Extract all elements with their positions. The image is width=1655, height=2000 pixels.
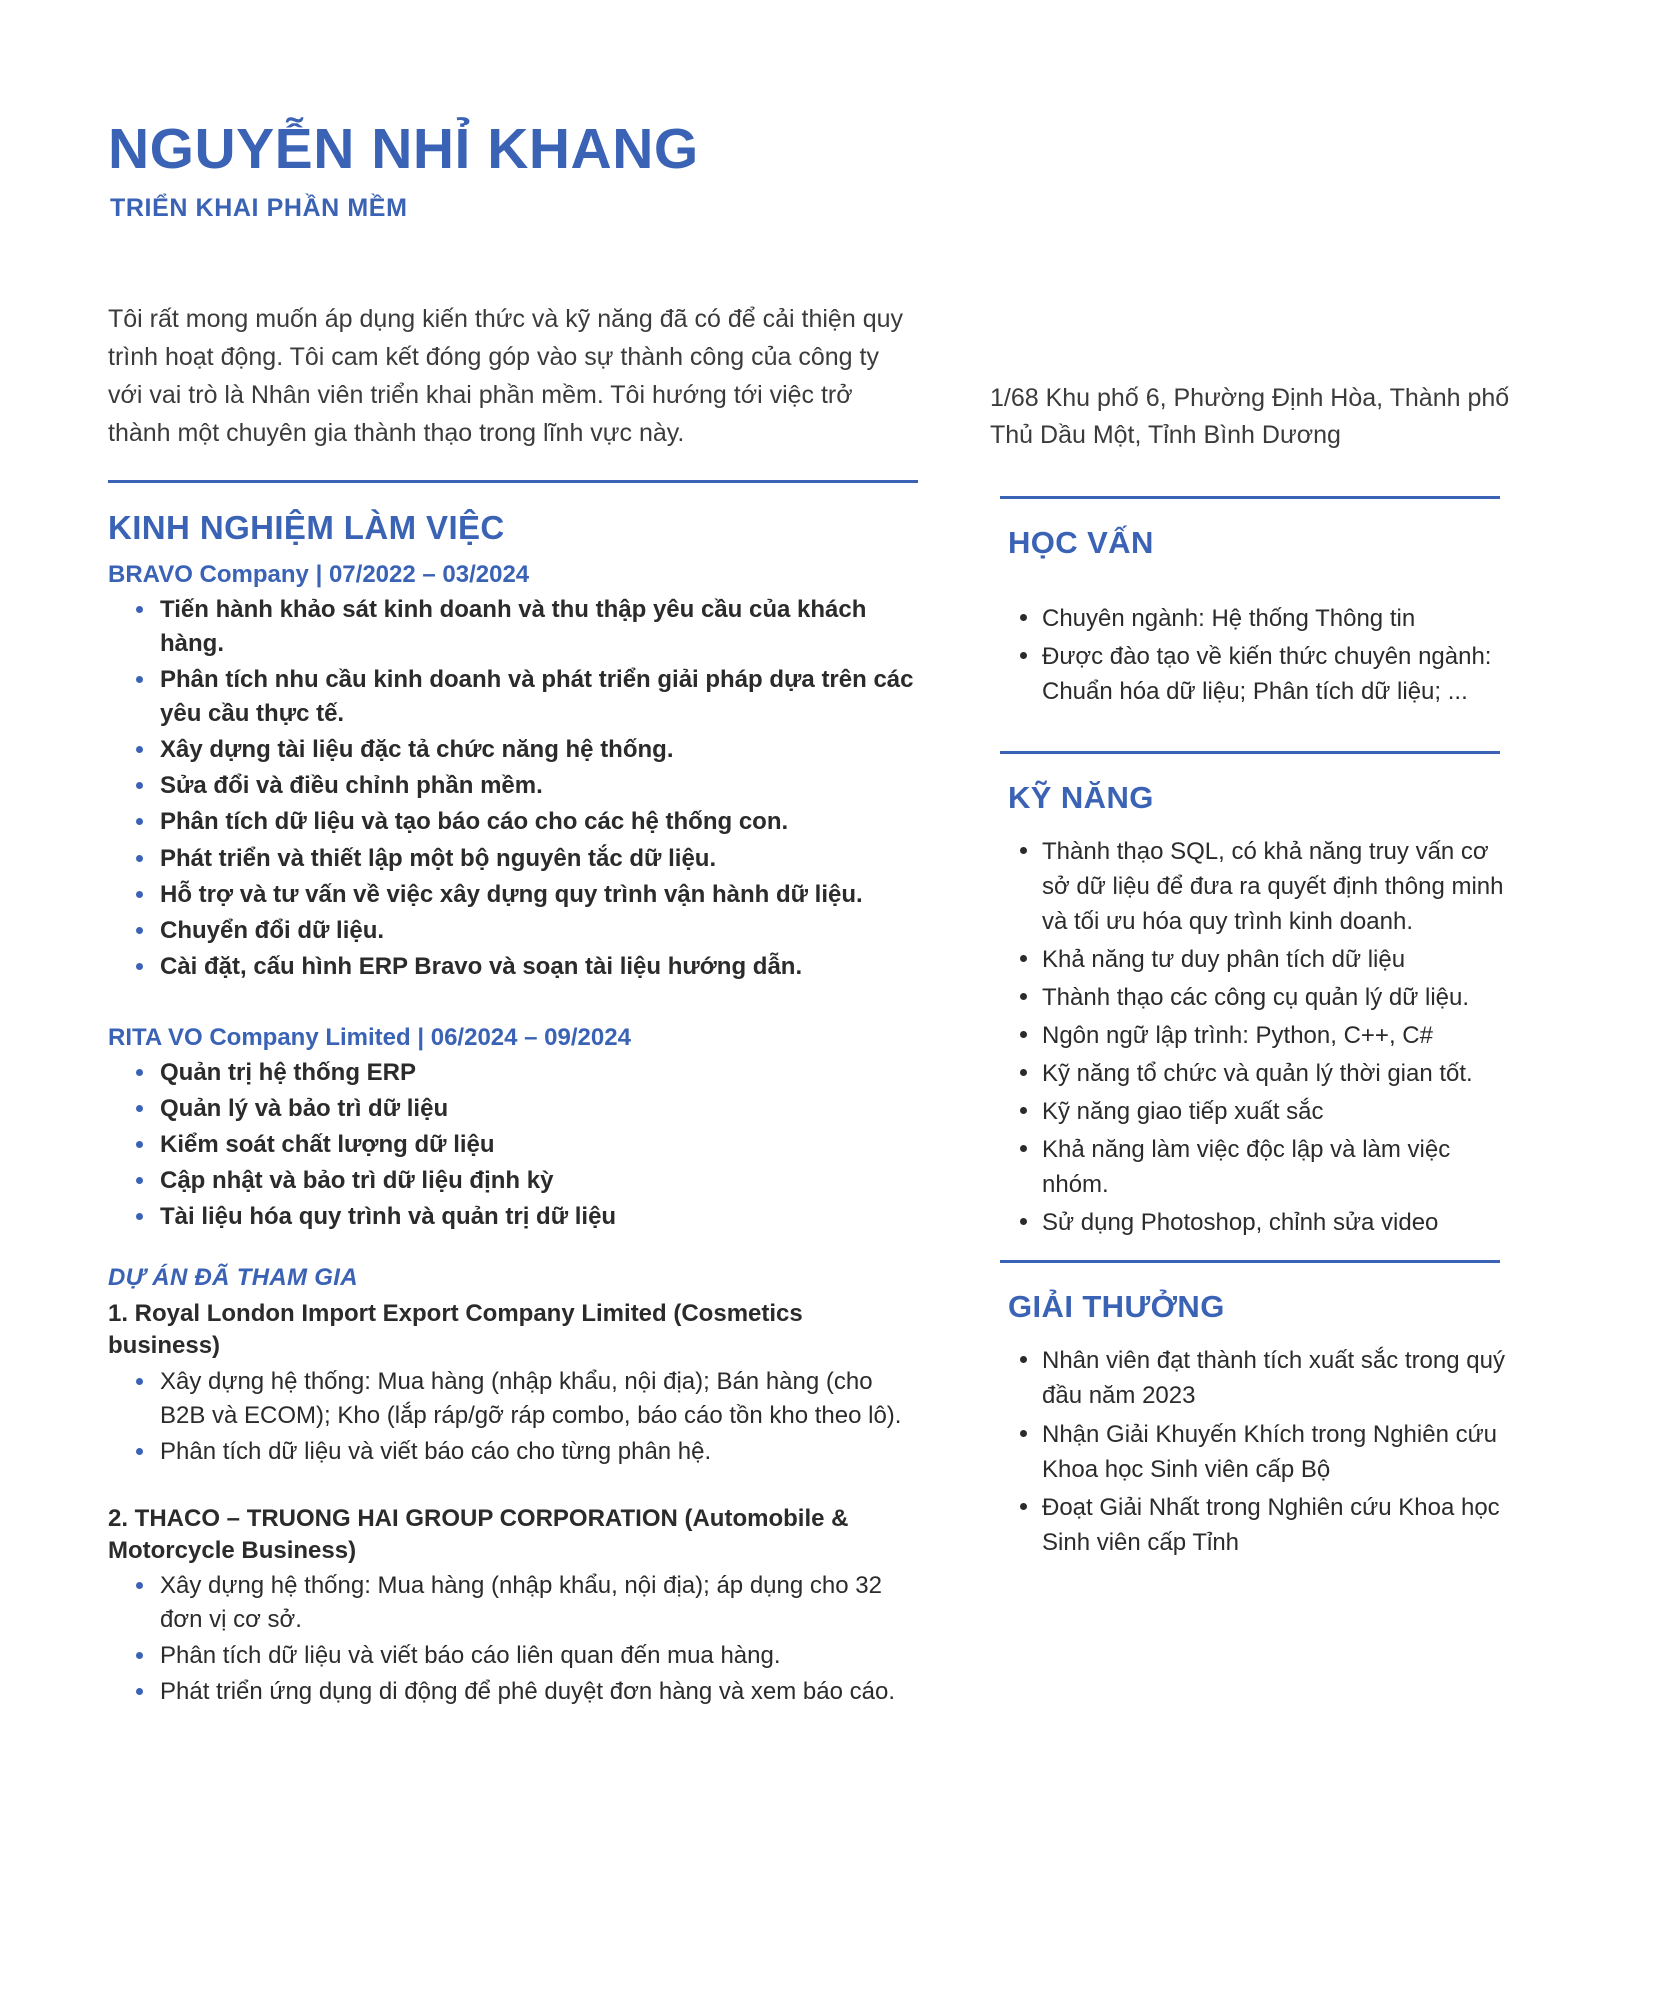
list-item: Phân tích nhu cầu kinh doanh và phát triển giải pháp dựa trên các yêu cầu thực tế.: [160, 663, 918, 731]
project-name: 1. Royal London Import Export Company Limited (Cosmetics business): [108, 1300, 803, 1360]
list-item: Phân tích dữ liệu và viết báo cáo liên quan đến mua hàng.: [160, 1639, 918, 1673]
list-item: Cài đặt, cấu hình ERP Bravo và soạn tài liệu hướng dẫn.: [160, 950, 918, 984]
skills-section-title: KỸ NĂNG: [1008, 780, 1154, 816]
list-item: Ngôn ngữ lập trình: Python, C++, C#: [1042, 1018, 1510, 1053]
experience-section-title: KINH NGHIỆM LÀM VIỆC: [108, 509, 505, 546]
list-item: Sử dụng Photoshop, chỉnh sửa video: [1042, 1205, 1510, 1240]
list-item: Chuyên ngành: Hệ thống Thông tin: [1042, 601, 1510, 636]
projects-label: DỰ ÁN ĐÃ THAM GIA: [108, 1264, 358, 1292]
list-item: Phát triển và thiết lập một bộ nguyên tắc dữ liệu.: [160, 842, 918, 876]
awards-section-title: GIẢI THƯỞNG: [1008, 1289, 1225, 1325]
project-name: 2. THACO – TRUONG HAI GROUP CORPORATION (Automobile & Motorcycle Business): [108, 1504, 849, 1564]
job-bullets-bravo: [108, 593, 918, 984]
list-item: Tài liệu hóa quy trình và quản trị dữ liệu: [160, 1200, 918, 1234]
list-item: Xây dựng hệ thống: Mua hàng (nhập khẩu, nội địa); áp dụng cho 32 đơn vị cơ sở.: [160, 1569, 918, 1637]
list-item: Kỹ năng giao tiếp xuất sắc: [1042, 1094, 1510, 1129]
right-column: [990, 380, 1510, 1563]
list-item: Chuyển đổi dữ liệu.: [160, 914, 918, 948]
project-bullets-thaco: [108, 1569, 918, 1709]
skills-divider: [1000, 751, 1500, 754]
summary-divider: [108, 480, 918, 483]
resume-header: [108, 117, 948, 223]
list-item: Sửa đổi và điều chỉnh phần mềm.: [160, 769, 918, 803]
list-item: Khả năng làm việc độc lập và làm việc nhóm.: [1042, 1132, 1510, 1202]
list-item: Tiến hành khảo sát kinh doanh và thu thập yêu cầu của khách hàng.: [160, 593, 918, 661]
list-item: Quản lý và bảo trì dữ liệu: [160, 1092, 918, 1126]
left-column: [108, 300, 918, 1711]
list-item: Khả năng tư duy phân tích dữ liệu: [1042, 942, 1510, 977]
list-item: Hỗ trợ và tư vấn về việc xây dựng quy trình vận hành dữ liệu.: [160, 878, 918, 912]
list-item: Cập nhật và bảo trì dữ liệu định kỳ: [160, 1164, 918, 1198]
list-item: Nhân viên đạt thành tích xuất sắc trong quý đầu năm 2023: [1042, 1343, 1510, 1413]
project-bullets-royal-london: [108, 1365, 918, 1469]
spacer: [990, 579, 1510, 601]
list-item: Thành thạo các công cụ quản lý dữ liệu.: [1042, 980, 1510, 1015]
education-bullets: [990, 601, 1510, 709]
list-item: Nhận Giải Khuyến Khích trong Nghiên cứu Khoa học Sinh viên cấp Bộ: [1042, 1417, 1510, 1487]
job-bullets-ritavo: [108, 1056, 918, 1234]
job-heading: BRAVO Company | 07/2022 – 03/2024: [108, 561, 530, 588]
list-item: Kỹ năng tổ chức và quản lý thời gian tốt.: [1042, 1056, 1510, 1091]
list-item: Phân tích dữ liệu và tạo báo cáo cho các hệ thống con.: [160, 805, 918, 839]
candidate-role: TRIỂN KHAI PHẦN MỀM: [110, 193, 408, 222]
list-item: Kiểm soát chất lượng dữ liệu: [160, 1128, 918, 1162]
awards-bullets: [990, 1343, 1510, 1559]
list-item: Phát triển ứng dụng di động để phê duyệt đơn hàng và xem báo cáo.: [160, 1675, 918, 1709]
job-heading: RITA VO Company Limited | 06/2024 – 09/2024: [108, 1023, 631, 1051]
contact-address: 1/68 Khu phố 6, Phường Định Hòa, Thành phố Thủ Dầu Một, Tỉnh Bình Dương: [990, 384, 1510, 449]
awards-divider: [1000, 1260, 1500, 1263]
list-item: Phân tích dữ liệu và viết báo cáo cho từng phân hệ.: [160, 1435, 918, 1469]
list-item: Thành thạo SQL, có khả năng truy vấn cơ sở dữ liệu để đưa ra quyết định thông minh và tối ưu hóa quy trình kinh doanh.: [1042, 834, 1510, 939]
list-item: Xây dựng tài liệu đặc tả chức năng hệ thống.: [160, 733, 918, 767]
skills-bullets: [990, 834, 1510, 1240]
professional-summary: Tôi rất mong muốn áp dụng kiến thức và kỹ năng đã có để cải thiện quy trình hoạt động. Tôi cam kết đóng góp vào sự thành công của công ty với vai trò là Nhân viên triển khai phần mềm. Tôi hướng tới việc trở thành một chuyên gia thành thạo trong lĩnh vực này.: [108, 305, 903, 447]
list-item: Đoạt Giải Nhất trong Nghiên cứu Khoa học Sinh viên cấp Tỉnh: [1042, 1490, 1510, 1560]
list-item: Được đào tạo về kiến thức chuyên ngành: Chuẩn hóa dữ liệu; Phân tích dữ liệu; ...: [1042, 639, 1510, 709]
list-item: Quản trị hệ thống ERP: [160, 1056, 918, 1090]
education-divider: [1000, 496, 1500, 499]
candidate-name: NGUYỄN NHỈ KHANG: [108, 117, 699, 181]
list-item: Xây dựng hệ thống: Mua hàng (nhập khẩu, nội địa); Bán hàng (cho B2B và ECOM); Kho (lắp ráp/gỡ ráp combo, báo cáo tồn kho theo lô).: [160, 1365, 918, 1433]
education-section-title: HỌC VẤN: [1008, 525, 1154, 560]
